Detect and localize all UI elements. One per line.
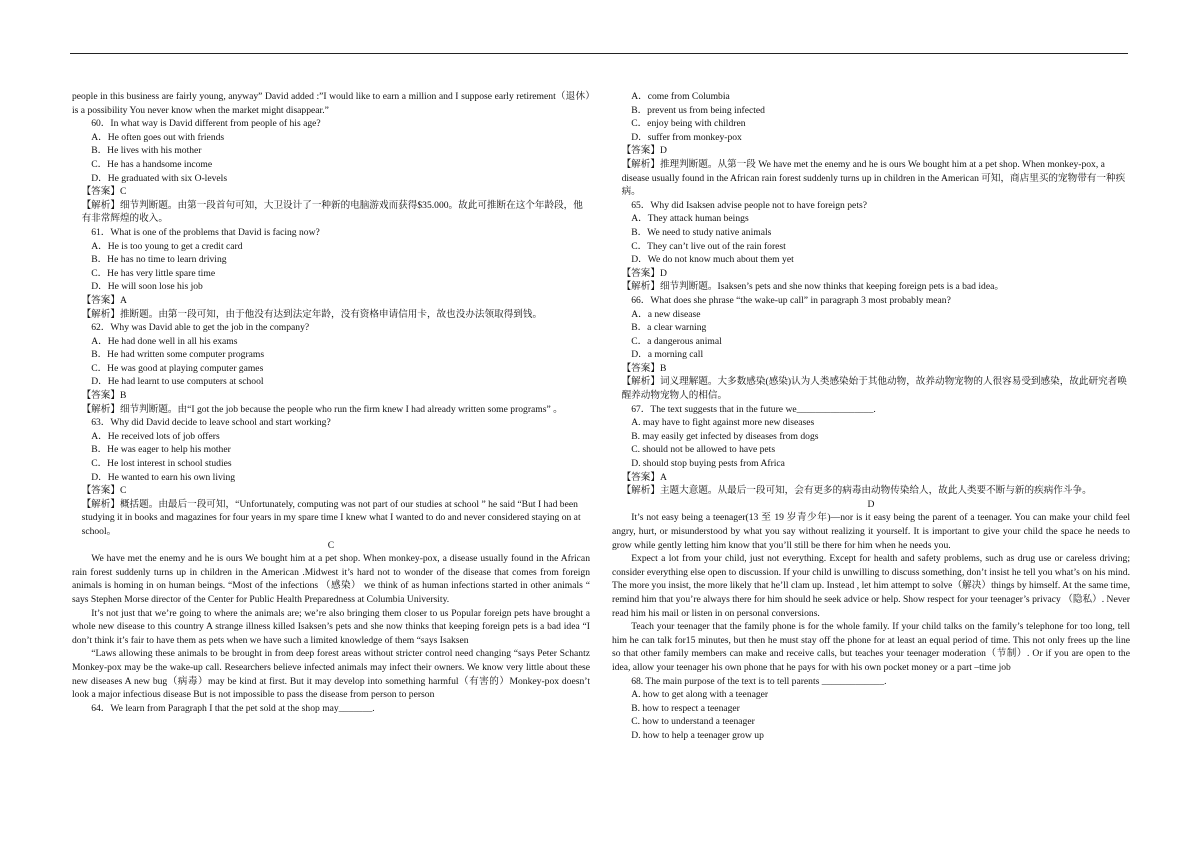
paragraph: 63．Why did David decide to leave school and start working? xyxy=(91,417,331,429)
answer-option: D．He graduated with six O-levels xyxy=(91,172,228,184)
answer-option: A. may have to fight against more new diseases xyxy=(631,417,815,429)
answer-note: 【解析】细节判断题。由第一段首句可知，大卫设计了一种新的电脑游戏而获得$35.000。故此可推断在这个年龄段，他有非常辉煌的收入。 xyxy=(81,199,583,225)
paragraph: It’s not just that we’re going to where the animals are; we’re also bringing them closer to us Popular foreign pets have brought a whole new disease to this country A strange illness killed Isaksen’s pets and she now thinks that keeping foreign pets is a bad idea “I don’t think it’s fair to have them as pets when we have such a limited knowledge of them “says Isaksen xyxy=(72,607,590,646)
answer-option: D．He will soon lose his job xyxy=(91,281,203,293)
answer-option: D．We do not know much about them yet xyxy=(631,254,794,266)
answer-option: C．enjoy being with children xyxy=(631,118,746,130)
answer-option: B．prevent us from being infected xyxy=(631,104,765,116)
answer-note: 【解析】概括题。由最后一段可知，“Unfortunately, computing was not part of our studies at school ” he said “But I had been studying it in books and magazines for four years in my spare time I knew what I wanted to do and never considered staying on at school。 xyxy=(81,498,581,537)
paragraph: 68. The main purpose of the text is to tell parents _____________. xyxy=(631,675,887,687)
answer-option: D. how to help a teenager grow up xyxy=(631,729,764,741)
answer-note: 【答案】B xyxy=(81,390,127,402)
answer-option: B．He had written some computer programs xyxy=(91,349,265,361)
answer-option: D．He had learnt to use computers at school xyxy=(91,376,264,388)
answer-note: 【答案】C xyxy=(81,485,127,497)
answer-option: B．We need to study native animals xyxy=(631,226,772,238)
answer-option: D．suffer from monkey-pox xyxy=(631,131,742,143)
paragraph: It’s not easy being a teenager(13 至 19 岁青少年)—nor is it easy being the parent of a teenager. You can make your child feel angry, hurt, or misunderstood by what you say without realizing it yourself. It is important to give your child the space he needs to grow while gently letting him know that you’ll still be there for him when he needs you. xyxy=(612,512,1130,551)
right-column xyxy=(612,90,1130,743)
answer-option: C. should not be allowed to have pets xyxy=(631,444,776,456)
answer-option: C．He lost interest in school studies xyxy=(91,458,232,470)
paragraph: 61．What is one of the problems that David is facing now? xyxy=(91,226,320,238)
answer-option: A．come from Columbia xyxy=(631,91,730,102)
paragraph: We have met the enemy and he is ours We bought him at a pet shop. When monkey-pox, a disease usually found in the African rain forest suddenly turns up in children in the American .Midwest it’s hard not to wonder of the disease that comes from foreign animals is homing in on human beings. “Most of the infections （感染） we think of as human infections started in other animals “ says Stephen Morse director of the Center for Public Health Preparedness at Columbia University. xyxy=(72,553,590,605)
answer-option: B．He has no time to learn driving xyxy=(91,254,227,266)
answer-note: 【解析】推理判断题。从第一段 We have met the enemy and he is ours We bought him at a pet shop. When monkey-pox, a disease usually found in the African rain forest suddenly turns up in children in the American 可知，商店里买的宠物带有一种疾病。 xyxy=(621,158,1126,198)
answer-note: 【答案】D xyxy=(621,145,667,157)
answer-option: A．He received lots of job offers xyxy=(91,430,220,442)
answer-note: 【答案】D xyxy=(621,267,667,279)
answer-option: B．He lives with his mother xyxy=(91,145,202,157)
answer-option: A. how to get along with a teenager xyxy=(631,689,769,701)
answer-option: A．He is too young to get a credit card xyxy=(91,240,243,252)
paragraph: people in this business are fairly young, anyway” David added :”I would like to earn a million and I suppose early retirement（退休）is a possibility You never know when the market might disappear.” xyxy=(72,91,590,116)
answer-option: A．a new disease xyxy=(631,308,701,320)
answer-note: 【解析】细节判断题。由“I got the job because the people who run the firm knew I had already written some programs” 。 xyxy=(81,403,563,415)
header-rule xyxy=(70,53,1128,54)
answer-note: 【解析】细节判断题。Isaksen’s pets and she now thinks that keeping foreign pets is a bad idea。 xyxy=(621,281,1004,293)
paragraph: 66．What does she phrase “the wake-up call” in paragraph 3 most probably mean? xyxy=(631,294,951,306)
answer-option: C．He was good at playing computer games xyxy=(91,362,264,374)
passage-letter: D xyxy=(867,498,875,510)
answer-note: 【答案】A xyxy=(621,471,667,483)
paragraph: 62．Why was David able to get the job in the company? xyxy=(91,322,310,334)
answer-note: 【答案】A xyxy=(81,294,127,306)
answer-note: 【解析】推断题。由第一段可知，由于他没有达到法定年龄，没有资格申请信用卡，故也没办法领取得到钱。 xyxy=(81,308,543,320)
answer-option: C. how to understand a teenager xyxy=(631,716,755,728)
answer-option: A．He had done well in all his exams xyxy=(91,335,238,347)
answer-option: A．He often goes out with friends xyxy=(91,131,225,143)
answer-option: B．a clear warning xyxy=(631,322,707,334)
paragraph: 64．We learn from Paragraph I that the pet sold at the shop may_______. xyxy=(91,702,375,714)
paragraph: “Laws allowing these animals to be brought in from deep forest areas without stricter control need changing “says Peter Schantz Monkey-pox may be the wake-up call. Researchers believe infected animals may infect their owners. We know very little about these new diseases A new bug（病毒）may be kind at first. But it may develop into something harmful（有害的）Monkey-pox doesn’t look a major infectious disease But is not impossible to pass the disease from person to person xyxy=(72,648,590,701)
answer-option: D. should stop buying pests from Africa xyxy=(631,458,785,470)
paragraph: 65．Why did Isaksen advise people not to have foreign pets? xyxy=(631,199,867,211)
answer-option: C．He has very little spare time xyxy=(91,267,216,279)
paragraph: Teach your teenager that the family phone is for the whole family. If your child talks on the family’s telephone for too long, tell him he can talk for15 minutes, but then he must stay off the phone for at least an equal period of time. This not only frees up the line so that other family members can make and receive calls, but teaches your teenager moderation（节制）. Or if you are open to the idea, allow your teenager his own phone that he pays for with his own pocket money or a part –time job xyxy=(612,621,1130,673)
answer-note: 【答案】B xyxy=(621,362,667,374)
answer-option: D．a morning call xyxy=(631,349,704,361)
answer-option: B．He was eager to help his mother xyxy=(91,444,231,456)
answer-option: C．a dangerous animal xyxy=(631,335,722,347)
answer-option: B. may easily get infected by diseases from dogs xyxy=(631,430,819,442)
paragraph: Expect a lot from your child, just not everything. Except for health and safety problems, such as drug use or careless driving; consider everything else open to discussion. If your child is unwilling to discuss something, don’t insist he tell you what’s on his mind. The more you insist, the more likely that he’ll clam up. Instead , let him attempt to solve（解决）things by himself. At the same time, remind him that you’re always there for him should he seek advice or help. Show respect for your teenager’s privacy （隐私）. Never read him his mail or listen in on personal conversions. xyxy=(612,553,1130,619)
answer-note: 【答案】C xyxy=(81,186,127,198)
left-column xyxy=(72,90,590,715)
answer-option: D．He wanted to earn his own living xyxy=(91,471,236,483)
answer-note: 【解析】词义理解题。大多数感染(感染)认为人类感染始于其他动物，故养动物宠物的人很容易受到感染，故此研究者唤醒养动物宠物人的相信。 xyxy=(621,376,1127,402)
answer-note: 【解析】主题大意题。从最后一段可知，会有更多的病毒由动物传染给人，故此人类要不断与新的疾病作斗争。 xyxy=(621,485,1092,497)
passage-letter: C xyxy=(327,539,335,551)
paragraph: 60．In what way is David different from people of his age? xyxy=(91,118,321,130)
answer-option: A．They attack human beings xyxy=(631,213,749,225)
answer-option: C．He has a handsome income xyxy=(91,158,213,170)
answer-option: C．They can’t live out of the rain forest xyxy=(631,240,786,252)
paragraph: 67．The text suggests that in the future we________________. xyxy=(631,403,876,415)
answer-option: B. how to respect a teenager xyxy=(631,702,740,714)
